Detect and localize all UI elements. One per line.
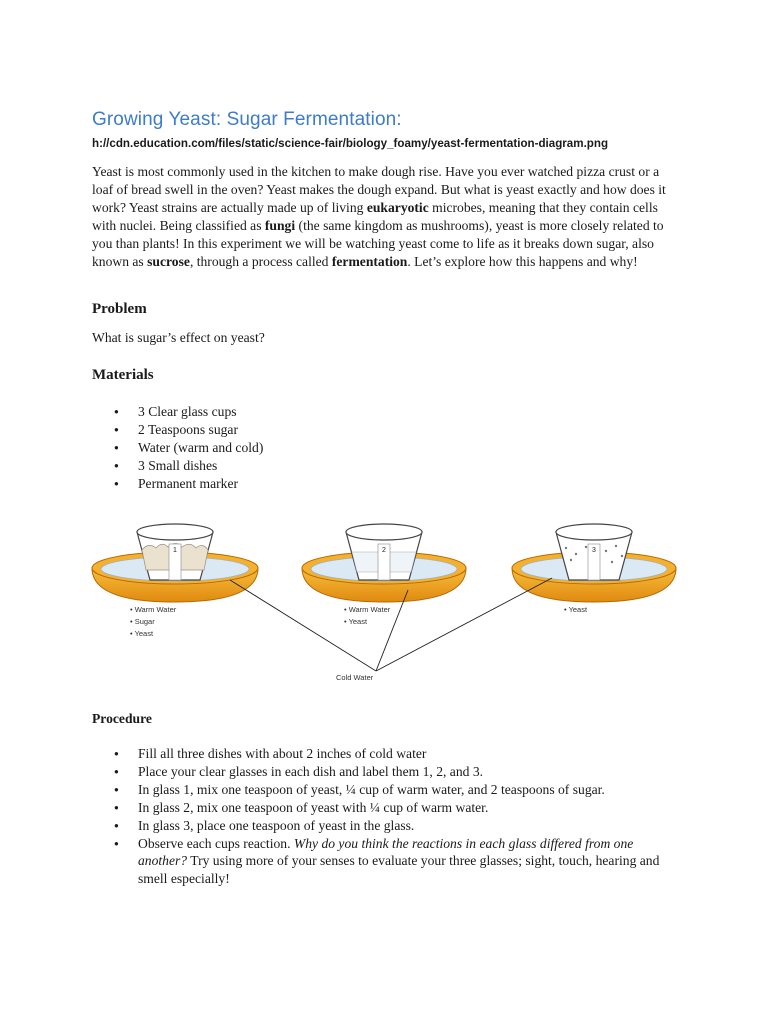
glass-2-item: • Yeast: [344, 617, 368, 626]
glass-1-item: • Yeast: [130, 629, 154, 638]
fermentation-diagram: [90, 514, 690, 686]
list-item: ● Water (warm and cold): [92, 439, 263, 457]
dish-3: [512, 524, 676, 614]
glass-2-item: • Warm Water: [344, 605, 391, 614]
glass-1-label: 1: [173, 547, 177, 554]
list-item: ● 3 Clear glass cups: [92, 403, 263, 421]
glass-3-item: • Yeast: [564, 605, 588, 614]
intro-text-1: Yeast is most commonly used in the kitchen to make dough rise. Have you ever watched pizza crust or a loaf of bread swell in the oven? Yeast makes the dough expand. But what is yeast exactly and how does it work? Yeast strains are actually made up of living: [92, 164, 666, 216]
intro-paragraph: [92, 163, 672, 272]
glass-2: [346, 524, 422, 580]
source-url: h://cdn.education.com/files/static/science-fair/biology_foamy/yeast-fermentation-diagram.png: [92, 137, 609, 150]
list-item: ● Fill all three dishes with about 2 inches of cold water: [92, 745, 672, 763]
cold-water-label: Cold Water: [336, 673, 374, 682]
materials-list: [92, 403, 263, 493]
term-sucrose: sucrose: [147, 254, 190, 270]
intro-text-4: , through a process called: [189, 254, 332, 270]
list-item: [92, 835, 672, 889]
procedure-last-prefix: Observe each cups reaction.: [138, 835, 294, 851]
list-item: ● In glass 3, place one teaspoon of yeast in the glass.: [92, 817, 672, 835]
intro-text-2: microbes, meaning that they contain cells with nuclei. Being classified as: [92, 200, 658, 234]
glass-3-label: 3: [592, 547, 596, 554]
term-fermentation: fermentation: [331, 254, 408, 270]
problem-heading: Problem: [92, 301, 147, 317]
glass-1: [137, 524, 213, 580]
intro-text-3: (the same kingdom as mushrooms), yeast is more closely related to you than plants! In this experiment we will be watching yeast come to life as it breaks down sugar, also known as: [92, 218, 664, 270]
list-item: ● Place your clear glasses in each dish and label them 1, 2, and 3.: [92, 763, 672, 781]
glass-1-item: • Sugar: [130, 617, 155, 626]
intro-text-5: . Let’s explore how this happens and why!: [407, 254, 638, 270]
term-fungi: fungi: [264, 218, 296, 234]
problem-text: What is sugar’s effect on yeast?: [92, 330, 265, 345]
term-eukaryotic: eukaryotic: [366, 200, 429, 216]
glass-2-label: 2: [382, 547, 386, 554]
procedure-question: Why do you think the reactions in each glass differed from one another?: [138, 835, 634, 869]
list-item: ● Permanent marker: [92, 475, 263, 493]
dish-1: [92, 524, 258, 638]
list-item: ● In glass 2, mix one teaspoon of yeast with ¼ cup of warm water.: [92, 799, 672, 817]
list-item: ● 3 Small dishes: [92, 457, 263, 475]
dish-2: [302, 524, 466, 626]
procedure-heading: Procedure: [92, 711, 152, 726]
glass-3: [556, 524, 632, 580]
glass-1-item: • Warm Water: [130, 605, 177, 614]
list-item: ● In glass 1, mix one teaspoon of yeast, ¼ cup of warm water, and 2 teaspoons of sugar.: [92, 781, 672, 799]
page-title: Growing Yeast: Sugar Fermentation:: [92, 109, 402, 130]
procedure-last-suffix: Try using more of your senses to evaluate your three glasses; sight, touch, hearing and smell especially!: [138, 853, 660, 887]
procedure-list: [92, 745, 672, 888]
materials-heading: Materials: [92, 367, 154, 383]
list-item: ● 2 Teaspoons sugar: [92, 421, 263, 439]
